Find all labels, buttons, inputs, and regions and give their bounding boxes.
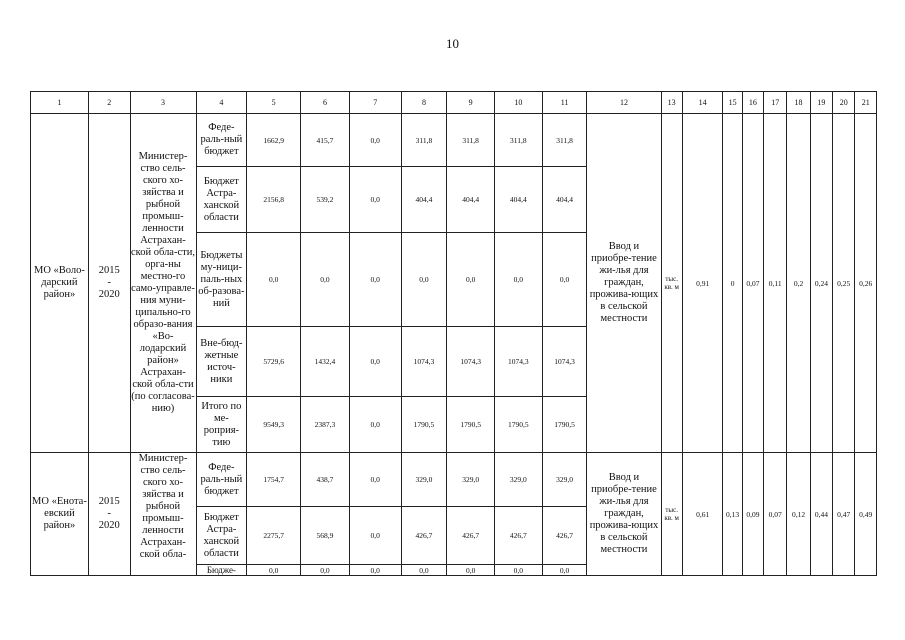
value-cell: 0,0 [447,565,495,576]
period-end: 2020 [98,289,120,300]
header-cell: 21 [855,92,877,114]
period-start: 2015 [98,496,120,507]
header-row [31,92,877,114]
value-cell: 311,8 [447,114,495,167]
value-cell: 426,7 [401,507,447,565]
value-cell: 0,0 [301,565,350,576]
period-dash: - [107,277,111,288]
value-cell: 0,0 [247,565,301,576]
value-cell: 1662,9 [247,114,301,167]
indicator-cell: 0,13 [723,453,742,576]
indicator-cell: 0,09 [742,453,763,576]
value-cell: 1432,4 [301,327,350,397]
funding-source: Итого по ме-роприя-тию [196,397,247,453]
funding-source: Бюдже- [196,565,247,576]
funding-source: Бюджет Астра-ханской области [196,167,247,233]
value-cell: 1074,3 [447,327,495,397]
period-cell [88,114,130,453]
value-cell: 329,0 [542,453,587,507]
value-cell: 1074,3 [401,327,447,397]
value-cell: 2275,7 [247,507,301,565]
value-cell: 1074,3 [542,327,587,397]
value-cell: 1790,5 [495,397,543,453]
period-dash: - [107,508,111,519]
value-cell: 311,8 [542,114,587,167]
funding-source: Вне-бюд-жетные источ-ники [196,327,247,397]
executor-cell: Министер-ство сель-ского хо-зяйства и рыбной промыш-ленности Астрахан-ской обла- [130,453,196,576]
header-cell: 3 [130,92,196,114]
result-cell: Ввод и приобре-тение жи-лья для граждан, прожива-ющих в сельской местности [587,453,661,576]
header-cell: 2 [88,92,130,114]
result-cell: Ввод и приобре-тение жи-лья для граждан, прожива-ющих в сельской местности [587,114,661,453]
period-start: 2015 [98,265,120,276]
value-cell: 9549,3 [247,397,301,453]
header-cell: 18 [787,92,810,114]
value-cell: 568,9 [301,507,350,565]
value-cell: 0,0 [349,233,401,327]
indicator-cell: 0,12 [787,453,810,576]
value-cell: 1790,5 [542,397,587,453]
header-cell: 7 [349,92,401,114]
value-cell: 0,0 [247,233,301,327]
funding-source: Феде-раль-ный бюджет [196,114,247,167]
value-cell: 0,0 [349,397,401,453]
municipality-cell: МО «Енота-евский район» [31,453,89,576]
value-cell: 0,0 [349,167,401,233]
header-cell: 13 [661,92,682,114]
header-cell: 9 [447,92,495,114]
municipality-cell: МО «Воло-дарский район» [31,114,89,453]
header-cell: 8 [401,92,447,114]
value-cell: 0,0 [349,327,401,397]
indicator-cell: 0,26 [855,114,877,453]
value-cell: 2387,3 [301,397,350,453]
executor-cell: Министер-ство сель-ского хо-зяйства и рыбной промыш-ленности Астрахан-ской обла-сти, орга-ны местно-го само-управле-ния муни-ципально-го образо-вания «Во-лодарский район» Астрахан-ской обла-сти (по согласова-нию) [130,114,196,453]
header-cell: 10 [495,92,543,114]
value-cell: 5729,6 [247,327,301,397]
value-cell: 0,0 [349,453,401,507]
funding-source: Феде-раль-ный бюджет [196,453,247,507]
value-cell: 404,4 [542,167,587,233]
value-cell: 0,0 [349,114,401,167]
value-cell: 329,0 [401,453,447,507]
value-cell: 404,4 [447,167,495,233]
value-cell: 0,0 [542,565,587,576]
value-cell: 0,0 [401,565,447,576]
indicator-cell: 0,61 [682,453,723,576]
value-cell: 426,7 [495,507,543,565]
indicator-cell: 0,47 [833,453,855,576]
header-cell: 4 [196,92,247,114]
indicator-cell: 0,25 [833,114,855,453]
header-cell: 14 [682,92,723,114]
header-cell: 17 [764,92,787,114]
program-table [30,91,877,576]
indicator-cell: 0,49 [855,453,877,576]
header-cell: 1 [31,92,89,114]
value-cell: 415,7 [301,114,350,167]
value-cell: 0,0 [349,565,401,576]
value-cell: 438,7 [301,453,350,507]
value-cell: 2156,8 [247,167,301,233]
value-cell: 404,4 [401,167,447,233]
indicator-cell: 0 [723,114,742,453]
header-cell: 19 [810,92,832,114]
indicator-cell: 0,11 [764,114,787,453]
period-end: 2020 [98,520,120,531]
indicator-cell: 0,2 [787,114,810,453]
header-cell: 15 [723,92,742,114]
value-cell: 1074,3 [495,327,543,397]
value-cell: 539,2 [301,167,350,233]
indicator-cell: 0,24 [810,114,832,453]
table-row [31,114,877,167]
header-cell: 11 [542,92,587,114]
value-cell: 0,0 [495,233,543,327]
period-cell [88,453,130,576]
indicator-cell: 0,07 [764,453,787,576]
value-cell: 1790,5 [401,397,447,453]
value-cell: 0,0 [542,233,587,327]
value-cell: 329,0 [447,453,495,507]
indicator-cell: 0,07 [742,114,763,453]
header-cell: 6 [301,92,350,114]
header-cell: 16 [742,92,763,114]
header-cell: 5 [247,92,301,114]
value-cell: 0,0 [301,233,350,327]
value-cell: 404,4 [495,167,543,233]
funding-source: Бюджеты му-ници-паль-ных об-разова-ний [196,233,247,327]
value-cell: 1790,5 [447,397,495,453]
value-cell: 311,8 [495,114,543,167]
value-cell: 1754,7 [247,453,301,507]
unit-cell: тыс. кв. м [661,114,682,453]
table-row [31,453,877,507]
indicator-cell: 0,91 [682,114,723,453]
header-cell: 20 [833,92,855,114]
value-cell: 0,0 [349,507,401,565]
funding-source: Бюджет Астра-ханской области [196,507,247,565]
value-cell: 426,7 [447,507,495,565]
value-cell: 0,0 [495,565,543,576]
unit-cell: тыс. кв. м [661,453,682,576]
indicator-cell: 0,44 [810,453,832,576]
value-cell: 0,0 [401,233,447,327]
page-number: 10 [446,36,459,51]
value-cell: 0,0 [447,233,495,327]
value-cell: 329,0 [495,453,543,507]
value-cell: 311,8 [401,114,447,167]
value-cell: 426,7 [542,507,587,565]
header-cell: 12 [587,92,661,114]
